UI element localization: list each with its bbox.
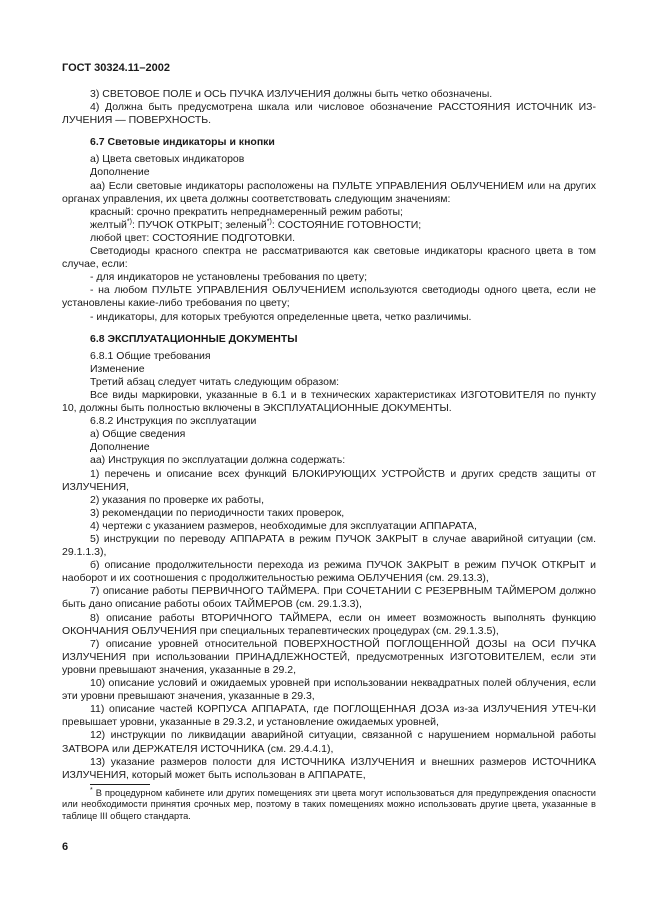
paragraph: 3) СВЕТОВОЕ ПОЛЕ и ОСЬ ПУЧКА ИЗЛУЧЕНИЯ должны быть четко обозначены. xyxy=(90,88,493,100)
text-beam-open: : ПУЧОК ОТКРЫТ; зеленый xyxy=(131,218,267,231)
list-item: 3) рекомендации по периодичности таких проверок, xyxy=(90,506,345,519)
paragraph: любой цвет: СОСТОЯНИЕ ПОДГОТОВКИ. xyxy=(90,231,296,244)
paragraph: а) Цвета световых индикаторов xyxy=(90,153,245,166)
paragraph: аа) Инструкция по эксплуатации должна содержать: xyxy=(90,454,346,467)
paragraph-color-list xyxy=(62,219,596,232)
footnote-mark: * xyxy=(90,786,93,794)
footnote-ref: *) xyxy=(126,218,132,226)
list-item: 13) указание размеров полости для ИСТОЧНИКА ИЗЛУЧЕНИЯ и внешних размеров ИСТОЧНИКА ИЗЛУЧЕНИЯ, который может быть использован в АППАРАТЕ, xyxy=(62,755,596,781)
list-item: 11) описание частей КОРПУСА АППАРАТА, где ПОГЛОЩЕННАЯ ДОЗА из-за ИЗЛУЧЕНИЯ УТЕЧ-КИ превышает уровни, указанные в 29.3.2, и установление ожидаемых уровней, xyxy=(62,703,596,729)
list-item: 12) инструкции по ликвидации аварийной ситуации, связанной с нарушением нормальной работы ЗАТВОРА или ДЕРЖАТЕЛЯ ИСТОЧНИКА (см. 29.4.4.1), xyxy=(62,729,596,755)
paragraph: а) Общие сведения xyxy=(90,428,186,441)
paragraph: красный: срочно прекратить непреднамеренный режим работы; xyxy=(90,205,403,218)
document-header: ГОСТ 30324.11–2002 xyxy=(62,62,170,74)
section-heading: 6.7 Световые индикаторы и кнопки xyxy=(90,136,275,149)
list-item: 4) чертежи с указанием размеров, необходимые для эксплуатации АППАРАТА, xyxy=(90,519,477,532)
section-heading: 6.8 ЭКСПЛУАТАЦИОННЫЕ ДОКУМЕНТЫ xyxy=(90,332,298,345)
list-item: 8) описание работы ВТОРИЧНОГО ТАЙМЕРА, если он имеет возможность выполнять функцию ОКОНЧАНИЯ ОБЛУЧЕНИЯ при специальных терапевтических процедурах (см. 29.1.3.5), xyxy=(62,611,596,637)
paragraph: 6.8.1 Общие требования xyxy=(90,349,211,362)
paragraph: 4) Должна быть предусмотрена шкала или числовое обозначение РАССТОЯНИЯ ИСТОЧНИК ИЗ-ЛУЧЕНИЯ — ПОВЕРХНОСТЬ. xyxy=(62,101,596,127)
paragraph: 6.8.2 Инструкция по эксплуатации xyxy=(90,415,257,428)
document-body xyxy=(62,88,596,823)
paragraph: - на любом ПУЛЬТЕ УПРАВЛЕНИЯ ОБЛУЧЕНИЕМ используются светодиоды одного цвета, если не установлены какие-либо требования по цвету; xyxy=(62,284,596,310)
paragraph: - индикаторы, для которых требуются определенные цвета, четко различимы. xyxy=(90,310,472,323)
paragraph: аа) Если световые индикаторы расположены на ПУЛЬТЕ УПРАВЛЕНИЯ ОБЛУЧЕНИЕМ или на других органах управления, их цвета должны соответствовать следующим значениям: xyxy=(62,179,596,205)
list-item: 1) перечень и описание всех функций БЛОКИРУЮЩИХ УСТРОЙСТВ и других средств защиты от ИЗЛУЧЕНИЯ, xyxy=(62,467,596,493)
footnote-text: В процедурном кабинете или других помещениях эти цвета могут использоваться для предупреждения опасности или необходимости принятия срочных мер, поэтому в таких помещениях можно использовать другие цвета, указанные в таблице III общего стандарта. xyxy=(62,787,596,821)
paragraph: - для индикаторов не установлены требования по цвету; xyxy=(90,271,368,284)
paragraph: Третий абзац следует читать следующим образом: xyxy=(90,375,340,388)
text-ready: : СОСТОЯНИЕ ГОТОВНОСТИ; xyxy=(271,218,422,231)
paragraph: Изменение xyxy=(90,362,145,375)
list-item: 7) описание уровней относительной ПОВЕРХНОСТНОЙ ПОГЛОЩЕННОЙ ДОЗЫ на ОСИ ПУЧКА ИЗЛУЧЕНИЯ при использовании ПРИНАДЛЕЖНОСТЕЙ, предусмотренных ИЗГОТОВИТЕЛЕМ, если эти уровни превышают значения, указанные в 29.2, xyxy=(62,637,596,676)
text-yellow: желтый xyxy=(90,218,127,231)
paragraph: Дополнение xyxy=(90,166,150,179)
list-item: 7) описание работы ПЕРВИЧНОГО ТАЙМЕРА. При СОЧЕТАНИИ С РЕЗЕРВНЫМ ТАЙМЕРОМ должно быть дано описание работы обоих ТАЙМЕРОВ (см. 29.1.3.3), xyxy=(62,585,596,611)
list-item: 5) инструкции по переводу АППАРАТА в режим ПУЧОК ЗАКРЫТ в случае аварийной ситуации (см. 29.1.1.3), xyxy=(62,533,596,559)
list-item: 10) описание условий и ожидаемых уровней при использовании неквадратных полей облучения, если эти уровни превышают значения, указанные в 29.3, xyxy=(62,677,596,703)
footnote xyxy=(62,788,596,823)
footnote-ref: *) xyxy=(266,218,272,226)
paragraph: Дополнение xyxy=(90,441,150,454)
footnote-divider xyxy=(90,784,150,785)
list-item: 2) указания по проверке их работы, xyxy=(90,493,264,506)
list-item: б) описание продолжительности перехода из режима ПУЧОК ЗАКРЫТ в режим ПУЧОК ОТКРЫТ и наоборот и их соотношения с продолжительностью режима ОБЛУЧЕНИЯ (см. 29.13.3), xyxy=(62,559,596,585)
page-number: 6 xyxy=(62,841,69,853)
paragraph: Все виды маркировки, указанные в 6.1 и в технических характеристиках ИЗГОТОВИТЕЛЯ по пункту 10, должны быть полностью включены в ЭКСПЛУАТАЦИОННЫЕ ДОКУМЕНТЫ. xyxy=(62,388,596,415)
paragraph: Светодиоды красного спектра не рассматриваются как световые индикаторы красного цвета в том случае, если: xyxy=(62,245,596,271)
